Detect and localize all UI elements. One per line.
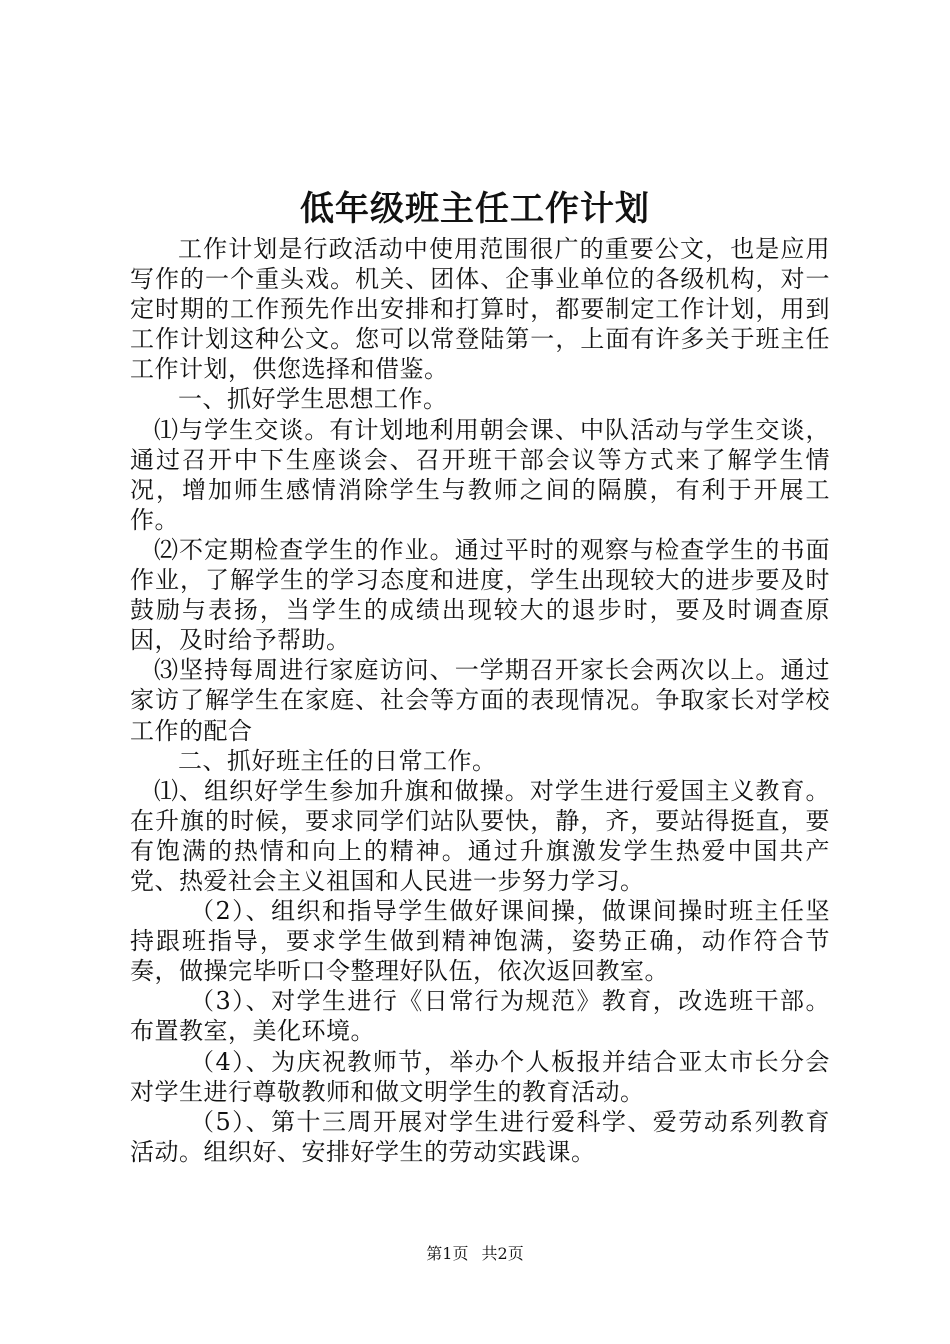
section-1-item-1: ⑴与学生交谈。有计划地利用朝会课、中队活动与学生交谈，通过召开中下生座谈会、召开班干部会议等方式来了解学生情况，增加师生感情消除学生与教师之间的隔膜，有利于开展工作。 <box>130 415 830 534</box>
section-heading-1: 一、抓好学生思想工作。 <box>178 385 448 414</box>
document-title: 低年级班主任工作计划 <box>300 189 650 229</box>
page-number-total: 共2页 <box>481 1244 524 1263</box>
section-1-item-3: ⑶坚持每周进行家庭访问、一学期召开家长会两次以上。通过家访了解学生在家庭、社会等方面的表现情况。争取家长对学校工作的配合 <box>130 656 830 745</box>
section-2-item-1: ⑴、组织好学生参加升旗和做操。对学生进行爱国主义教育。在升旗的时候，要求同学们站队要快，静，齐，要站得挺直，要有饱满的热情和向上的精神。通过升旗激发学生热爱中国共产党、热爱社会主义祖国和人民进一步努力学习。 <box>130 776 830 895</box>
section-heading-2: 二、抓好班主任的日常工作。 <box>178 746 497 775</box>
document-body <box>130 234 830 1167</box>
section-2-item-5: （5）、第十三周开展对学生进行爱科学、爱劳动系列教育活动。组织好、安排好学生的劳动实践课。 <box>130 1107 830 1166</box>
section-1-item-2: ⑵不定期检查学生的作业。通过平时的观察与检查学生的书面作业，了解学生的学习态度和进度，学生出现较大的进步要及时鼓励与表扬，当学生的成绩出现较大的退步时，要及时调查原因，及时给予帮助。 <box>130 535 830 655</box>
section-2-item-2: （2）、组织和指导学生做好课间操，做课间操时班主任坚持跟班指导，要求学生做到精神饱满，姿势正确，动作符合节奏，做操完毕听口令整理好队伍，依次返回教室。 <box>130 897 830 986</box>
page-footer <box>0 1243 950 1265</box>
section-2-item-3: （3）、对学生进行《日常行为规范》教育，改选班干部。布置教室，美化环境。 <box>130 987 830 1046</box>
page-number-current: 第1页 <box>426 1244 469 1263</box>
intro-paragraph: 工作计划是行政活动中使用范围很广的重要公文，也是应用写作的一个重头戏。机关、团体、企事业单位的各级机构，对一定时期的工作预先作出安排和打算时，都要制定工作计划，用到工作计划这种公文。您可以常登陆第一，上面有许多关于班主任工作计划，供您选择和借鉴。 <box>130 235 830 384</box>
section-2-item-4: （4）、为庆祝教师节，举办个人板报并结合亚太市长分会对学生进行尊敬教师和做文明学生的教育活动。 <box>130 1047 830 1106</box>
